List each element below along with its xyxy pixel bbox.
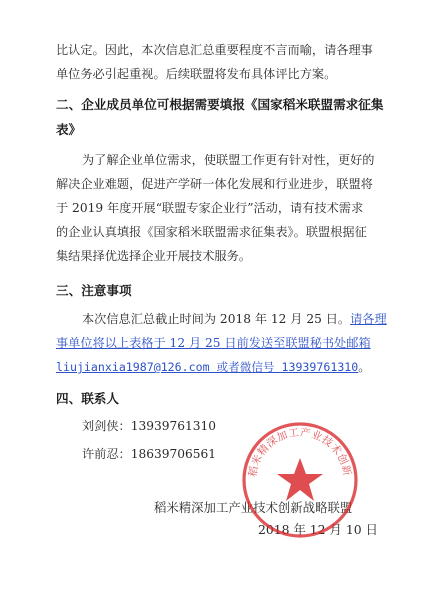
deadline-text: 本次信息汇总截止时间为 2018 年 12 月 25 日。 bbox=[82, 312, 351, 326]
body-text-line bbox=[82, 311, 387, 327]
punctuation: 。 bbox=[358, 360, 371, 374]
body-text-line: 的企业认真填报《国家稻米联盟需求征集表》。联盟根据征 bbox=[56, 225, 367, 239]
body-text-line: 比认定。因此，本次信息汇总重要程度不言而喻，请各理事 bbox=[56, 43, 373, 57]
svg-text:稻米精深加工产业技术创新战略联盟: 稻米精深加工产业技术创新 bbox=[246, 426, 354, 478]
section-heading: 二、企业成员单位可根据需要填报《国家稻米联盟需求征集 bbox=[56, 97, 384, 112]
body-text-line: 于 2019 年度开展“联盟专家企业行”活动，请有技术需求 bbox=[56, 201, 364, 215]
contact-item: 刘剑侠：13939761310 bbox=[82, 419, 217, 433]
official-seal bbox=[238, 418, 362, 542]
instruction-link[interactable]: 请各理 bbox=[350, 312, 387, 326]
body-text-line: 集结果择优选择企业开展技术服务。 bbox=[56, 249, 251, 263]
instruction-link[interactable]: 事单位将以上表格于 12 月 25 日前发送至联盟秘书处邮箱 bbox=[56, 336, 371, 350]
contact-item: 许前忍：18639706561 bbox=[82, 447, 217, 461]
section-heading-cont: 表》 bbox=[56, 122, 82, 137]
body-text-line bbox=[56, 359, 370, 375]
body-text-line: 单位务必引起重视。后续联盟将发布具体评比方案。 bbox=[56, 67, 337, 81]
body-text-line: 为了解企业单位需求，使联盟工作更有针对性，更好的 bbox=[82, 153, 375, 167]
body-text-line: 解决企业难题，促进产学研一体化发展和行业进步，联盟将 bbox=[56, 177, 373, 191]
section-heading: 三、注意事项 bbox=[56, 283, 132, 298]
signature-org: 稻米精深加工产业技术创新战略联盟 bbox=[154, 500, 353, 515]
section-heading: 四、联系人 bbox=[56, 391, 119, 406]
email-link[interactable]: liujianxia1987@126.com 或者微信号 13939761310 bbox=[56, 360, 359, 374]
signature-date: 2018 年 12 月 10 日 bbox=[258, 522, 378, 537]
